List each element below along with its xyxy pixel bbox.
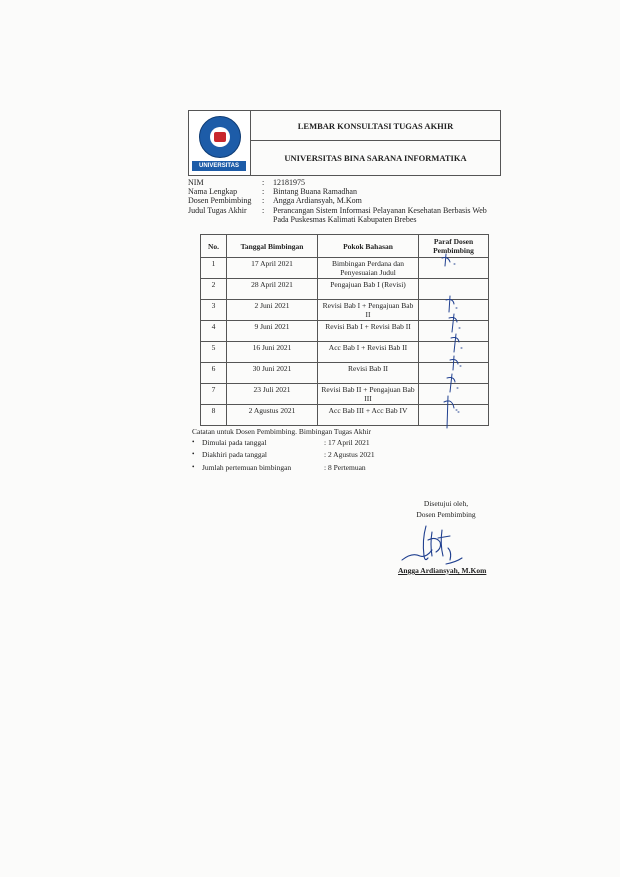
row-no: 5 [201, 342, 227, 363]
thesis-title-label: Judul Tugas Akhir [188, 206, 247, 215]
colon: : [262, 178, 265, 187]
bullet-icon: • [192, 463, 195, 471]
name-value: Bintang Buana Ramadhan [273, 187, 357, 196]
signer-name: Angga Ardiansyah, M.Kom [398, 566, 487, 575]
meeting-count-value: : 8 Pertemuan [324, 463, 366, 472]
row-no: 6 [201, 363, 227, 384]
row-topic: Acc Bab I + Revisi Bab II [318, 342, 419, 363]
row-date: 28 April 2021 [227, 279, 318, 300]
notes-heading: Catatan untuk Dosen Pembimbing. Bimbingan Tugas Akhir [192, 427, 371, 436]
advisor-label: Dosen Pembimbing [188, 196, 252, 205]
start-date-label: Dimulai pada tanggal [202, 438, 267, 447]
row-no: 8 [201, 405, 227, 426]
colon: : [262, 206, 265, 215]
handwritten-signature-icon [398, 522, 468, 568]
approval-line2: Dosen Pembimbing [416, 510, 476, 519]
row-topic: Revisi Bab II + Pengajuan Bab III [318, 384, 419, 405]
col-header-sign: Paraf Dosen Pembimbing [419, 235, 489, 258]
approval-line1: Disetujui oleh, [423, 499, 469, 508]
colon: : [262, 187, 265, 196]
logo-text: UNIVERSITAS [192, 161, 246, 171]
row-topic: Revisi Bab I + Revisi Bab II [318, 321, 419, 342]
document-header [188, 110, 501, 176]
meeting-count-label: Jumlah pertemuan bimbingan [202, 463, 292, 472]
row-date: 9 Juni 2021 [227, 321, 318, 342]
end-date-label: Diakhiri pada tanggal [202, 450, 267, 459]
logo-emblem-icon [199, 116, 241, 158]
bullet-icon: • [192, 450, 195, 458]
col-header-topic: Pokok Bahasan [318, 235, 419, 258]
thesis-title-line1: Perancangan Sistem Informasi Pelayanan Kesehatan Berbasis Web [273, 206, 487, 215]
university-name: UNIVERSITAS BINA SARANA INFORMATIKA [284, 153, 467, 163]
col-header-date: Tanggal Bimbingan [227, 235, 318, 258]
row-no: 1 [201, 258, 227, 279]
row-topic: Bimbingan Perdana dan Penyesuaian Judul [318, 258, 419, 279]
row-topic: Revisi Bab II [318, 363, 419, 384]
thesis-title-line2: Pada Puskesmas Kalimati Kabupaten Brebes [273, 215, 417, 224]
nim-label: NIM [188, 178, 204, 187]
row-topic: Acc Bab III + Acc Bab IV [318, 405, 419, 426]
bullet-icon: • [192, 438, 195, 446]
row-date: 16 Juni 2021 [227, 342, 318, 363]
end-date-value: : 2 Agustus 2021 [324, 450, 375, 459]
row-no: 2 [201, 279, 227, 300]
row-date: 17 April 2021 [227, 258, 318, 279]
university-logo [189, 111, 251, 175]
paraf-signatures-icon [430, 252, 478, 430]
row-no: 7 [201, 384, 227, 405]
start-date-value: : 17 April 2021 [324, 438, 370, 447]
nim-value: 12181975 [273, 178, 305, 187]
document-title: LEMBAR KONSULTASI TUGAS AKHIR [251, 111, 500, 141]
row-date: 2 Juni 2021 [227, 300, 318, 321]
row-date: 23 Juli 2021 [227, 384, 318, 405]
row-no: 4 [201, 321, 227, 342]
advisor-value: Angga Ardiansyah, M.Kom [273, 196, 362, 205]
row-topic: Pengajuan Bab I (Revisi) [318, 279, 419, 300]
col-header-no: No. [201, 235, 227, 258]
row-no: 3 [201, 300, 227, 321]
row-date: 30 Juni 2021 [227, 363, 318, 384]
name-label: Nama Lengkap [188, 187, 238, 196]
row-date: 2 Agustus 2021 [227, 405, 318, 426]
colon: : [262, 196, 265, 205]
row-topic: Revisi Bab I + Pengajuan Bab II [318, 300, 419, 321]
